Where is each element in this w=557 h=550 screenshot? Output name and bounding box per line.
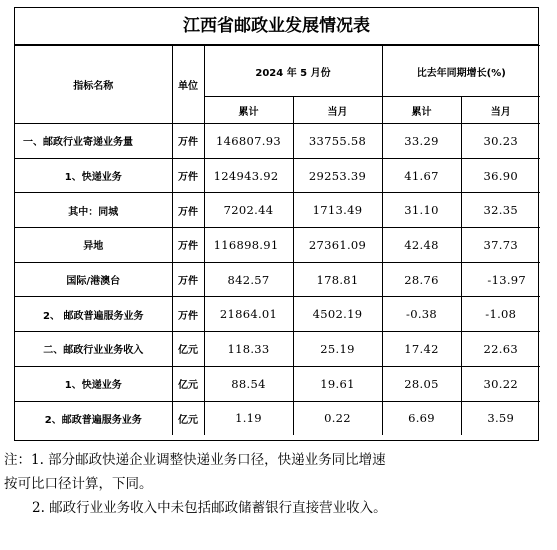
header-unit: 单位 (172, 46, 204, 124)
header-yoy-current-month: 当月 (461, 97, 540, 124)
row-unit: 万件 (172, 124, 204, 159)
row-unit: 万件 (172, 158, 204, 193)
row-name: 异地 (15, 228, 172, 263)
note-line-1: 注：1. 部分邮政快递企业调整快递业务口径，快递业务同比增速 (4, 452, 386, 468)
row-name: 1、快递业务 (15, 158, 172, 193)
row-cumulative: 1.19 (204, 401, 293, 435)
header-cumulative: 累计 (204, 97, 293, 124)
row-current-month: 29253.39 (293, 158, 382, 193)
header-yoy: 比去年同期增长(%) (382, 46, 540, 97)
row-cumulative: 146807.93 (204, 124, 293, 159)
row-yoy-cumulative: 33.29 (382, 124, 461, 159)
row-yoy-cumulative: 17.42 (382, 332, 461, 367)
row-cumulative: 116898.91 (204, 228, 293, 263)
note-line-3: 2. 邮政行业业务收入中未包括邮政储蓄银行直接营业收入。 (32, 500, 387, 516)
row-unit: 万件 (172, 193, 204, 228)
row-yoy-cumulative: 28.76 (382, 262, 461, 297)
row-cumulative: 21864.01 (204, 297, 293, 332)
row-yoy-current-month: 36.90 (461, 158, 540, 193)
row-current-month: 33755.58 (293, 124, 382, 159)
table-row (15, 158, 540, 193)
row-yoy-cumulative: 41.67 (382, 158, 461, 193)
header-yoy-cumulative: 累计 (382, 97, 461, 124)
row-name: 二、邮政行业业务收入 (15, 332, 172, 367)
row-current-month: 4502.19 (293, 297, 382, 332)
row-current-month: 27361.09 (293, 228, 382, 263)
table-title: 江西省邮政业发展情况表 (15, 8, 538, 45)
table-row (15, 297, 540, 332)
table-row (15, 124, 540, 159)
row-yoy-current-month: 37.73 (461, 228, 540, 263)
row-name: 1、快递业务 (15, 366, 172, 401)
row-unit: 亿元 (172, 366, 204, 401)
table-row (15, 401, 540, 435)
row-yoy-cumulative: 31.10 (382, 193, 461, 228)
row-name: 2、邮政普遍服务业务 (15, 401, 172, 435)
row-name: 国际/港澳台 (15, 262, 172, 297)
table-row (15, 366, 540, 401)
row-unit: 万件 (172, 262, 204, 297)
row-name: 一、邮政行业寄递业务量 (15, 124, 172, 159)
stats-table (15, 45, 540, 435)
row-unit: 万件 (172, 228, 204, 263)
row-name: 其中：同城 (15, 193, 172, 228)
row-cumulative: 124943.92 (204, 158, 293, 193)
row-yoy-current-month: 32.35 (461, 193, 540, 228)
stats-table-frame (14, 7, 539, 441)
row-cumulative: 7202.44 (204, 193, 293, 228)
row-unit: 亿元 (172, 332, 204, 367)
header-current-month: 当月 (293, 97, 382, 124)
note-line-2: 按可比口径计算，下同。 (4, 476, 153, 492)
row-yoy-cumulative: -0.38 (382, 297, 461, 332)
row-yoy-cumulative: 42.48 (382, 228, 461, 263)
row-yoy-current-month: -1.08 (461, 297, 540, 332)
header-row-1 (15, 46, 540, 97)
table-row (15, 228, 540, 263)
header-indicator: 指标名称 (15, 46, 172, 124)
row-unit: 亿元 (172, 401, 204, 435)
row-name: 2、 邮政普遍服务业务 (15, 297, 172, 332)
row-yoy-current-month: -13.97 (461, 262, 540, 297)
table-row (15, 332, 540, 367)
header-period: 2024 年 5 月份 (204, 46, 382, 97)
row-yoy-current-month: 30.22 (461, 366, 540, 401)
row-cumulative: 88.54 (204, 366, 293, 401)
row-current-month: 25.19 (293, 332, 382, 367)
row-current-month: 1713.49 (293, 193, 382, 228)
row-yoy-current-month: 30.23 (461, 124, 540, 159)
table-row (15, 193, 540, 228)
row-yoy-current-month: 22.63 (461, 332, 540, 367)
row-current-month: 178.81 (293, 262, 382, 297)
row-current-month: 19.61 (293, 366, 382, 401)
row-yoy-current-month: 3.59 (461, 401, 540, 435)
row-cumulative: 842.57 (204, 262, 293, 297)
row-cumulative: 118.33 (204, 332, 293, 367)
table-row (15, 262, 540, 297)
row-unit: 万件 (172, 297, 204, 332)
row-current-month: 0.22 (293, 401, 382, 435)
row-yoy-cumulative: 6.69 (382, 401, 461, 435)
table-notes (4, 448, 549, 520)
row-yoy-cumulative: 28.05 (382, 366, 461, 401)
